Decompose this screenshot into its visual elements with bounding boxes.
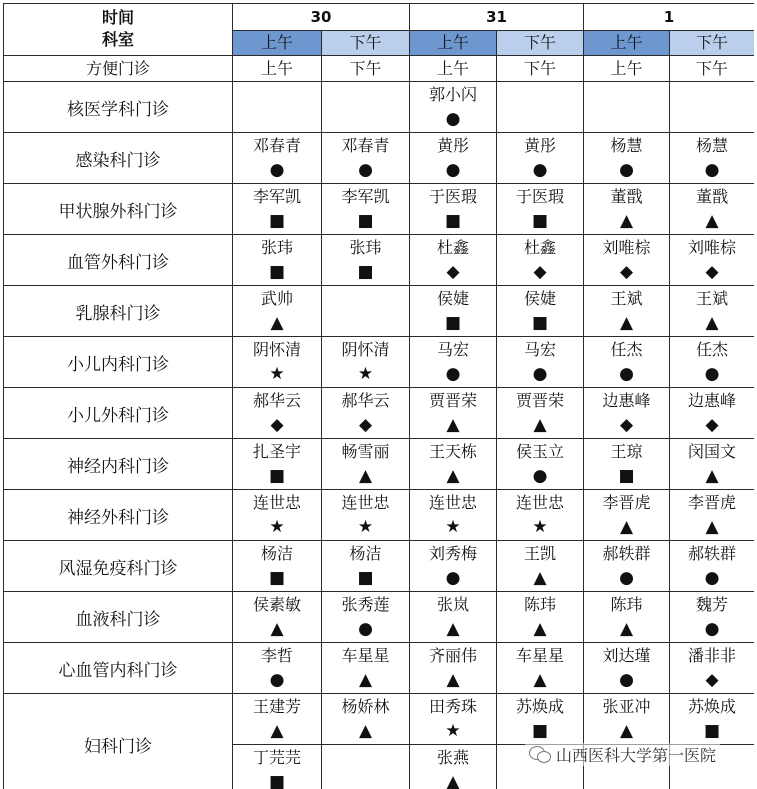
department-row — [4, 82, 755, 133]
doctor-name: 李晋虎 — [687, 493, 736, 512]
doctor-name: 边惠峰 — [602, 391, 651, 410]
doctor-cell — [497, 592, 584, 643]
doctor-name: 丁芫芫 — [252, 748, 301, 767]
doctor-cell — [670, 541, 755, 592]
watermark — [525, 743, 720, 766]
doctor-name: 齐丽伟 — [428, 646, 477, 665]
doctor-cell — [410, 133, 497, 184]
convenience-row — [4, 56, 755, 82]
doctor-name: 马宏 — [523, 340, 556, 359]
doctor-cell — [497, 490, 584, 541]
doctor-name: 杨娇林 — [341, 697, 390, 716]
clinic-symbol — [233, 108, 321, 130]
clinic-symbol — [584, 108, 669, 130]
doctor-cell — [322, 337, 410, 388]
clinic-symbol: ▲ — [270, 721, 284, 741]
doctor-cell — [322, 184, 410, 235]
doctor-name: 李军凯 — [252, 187, 301, 206]
dept-name: 核医学科门诊 — [4, 82, 233, 133]
doctor-cell — [233, 184, 322, 235]
doctor-cell — [410, 184, 497, 235]
doctor-cell — [410, 490, 497, 541]
doctor-cell — [233, 745, 322, 789]
clinic-symbol: ▲ — [705, 517, 719, 537]
dept-name: 小儿内科门诊 — [4, 337, 233, 388]
clinic-symbol: ▲ — [270, 619, 284, 639]
doctor-cell — [584, 184, 670, 235]
pm-header: 下午 — [497, 30, 584, 55]
doctor-name: 张玮 — [349, 238, 382, 257]
doctor-cell — [322, 490, 410, 541]
doctor-cell — [670, 235, 755, 286]
session-cell: 下午 — [322, 56, 410, 82]
clinic-symbol: ● — [704, 364, 720, 384]
doctor-name: 侯玉立 — [515, 442, 564, 461]
doctor-cell — [670, 643, 755, 694]
doctor-cell — [322, 439, 410, 490]
doctor-name: 车星星 — [515, 646, 564, 665]
clinic-symbol: ★ — [269, 364, 285, 384]
doctor-name: 武帅 — [260, 289, 293, 308]
clinic-symbol: ● — [445, 160, 461, 180]
clinic-symbol: ▲ — [270, 313, 284, 333]
doctor-cell — [322, 745, 410, 789]
doctor-name: 王天栋 — [428, 442, 477, 461]
clinic-symbol — [322, 312, 409, 334]
doctor-name: 任杰 — [610, 340, 643, 359]
doctor-cell — [410, 694, 497, 745]
doctor-cell — [233, 337, 322, 388]
clinic-symbol: ▲ — [533, 415, 547, 435]
doctor-name: 连世忠 — [252, 493, 301, 512]
doctor-name: 车星星 — [341, 646, 390, 665]
dept-label: 科室 — [101, 30, 134, 49]
doctor-name: 任杰 — [695, 340, 728, 359]
clinic-symbol: ▲ — [446, 772, 460, 789]
doctor-name: 郭小闪 — [428, 85, 477, 104]
doctor-cell — [322, 388, 410, 439]
doctor-name: 郝华云 — [341, 391, 390, 410]
doctor-name: 张燕 — [436, 748, 469, 767]
doctor-name: 张亚冲 — [602, 697, 651, 716]
department-row — [4, 490, 755, 541]
doctor-cell — [233, 286, 322, 337]
doctor-name: 张岚 — [436, 595, 469, 614]
clinic-symbol — [584, 771, 669, 789]
clinic-symbol: ● — [532, 466, 548, 486]
doctor-name: 张秀莲 — [341, 595, 390, 614]
doctor-name: 王凯 — [523, 544, 556, 563]
clinic-symbol: ◆ — [705, 415, 719, 435]
department-row — [4, 592, 755, 643]
doctor-name — [322, 82, 409, 108]
doctor-name: 苏焕成 — [515, 697, 564, 716]
doctor-name: 王斌 — [695, 289, 728, 308]
doctor-name: 李军凯 — [341, 187, 390, 206]
clinic-symbol: ▲ — [705, 313, 719, 333]
clinic-symbol: ▲ — [446, 670, 460, 690]
clinic-symbol: ▲ — [619, 619, 634, 639]
wechat-icon — [529, 746, 551, 764]
clinic-symbol — [497, 771, 583, 789]
corner-header — [4, 4, 233, 56]
clinic-symbol — [322, 771, 409, 789]
doctor-cell — [233, 592, 322, 643]
doctor-name: 陈玮 — [523, 595, 556, 614]
doctor-name: 侯婕 — [523, 289, 556, 308]
doctor-cell — [584, 286, 670, 337]
clinic-symbol: ▲ — [705, 466, 719, 486]
clinic-symbol: ■ — [531, 721, 549, 741]
clinic-symbol: ▲ — [446, 415, 460, 435]
doctor-cell — [670, 133, 755, 184]
doctor-name: 杨慧 — [610, 136, 643, 155]
doctor-cell — [670, 337, 755, 388]
clinic-symbol: ● — [445, 568, 461, 588]
doctor-cell — [670, 490, 755, 541]
dept-name: 神经外科门诊 — [4, 490, 233, 541]
doctor-cell — [322, 133, 410, 184]
clinic-symbol: ● — [619, 160, 634, 180]
clinic-symbol: ▲ — [358, 466, 373, 486]
doctor-cell — [322, 694, 410, 745]
doctor-name: 杜鑫 — [523, 238, 556, 257]
clinic-symbol: ● — [532, 364, 548, 384]
doctor-name: 邓春青 — [341, 136, 390, 155]
doctor-name: 扎圣宇 — [252, 442, 301, 461]
doctor-name: 魏芳 — [695, 595, 728, 614]
clinic-symbol: ▲ — [446, 466, 460, 486]
session-cell: 上午 — [410, 56, 497, 82]
doctor-name: 马宏 — [436, 340, 469, 359]
clinic-symbol: ● — [269, 160, 285, 180]
doctor-cell — [233, 439, 322, 490]
doctor-name: 连世忠 — [515, 493, 564, 512]
doctor-cell — [233, 694, 322, 745]
doctor-name: 董戬 — [610, 187, 643, 206]
doctor-cell — [497, 337, 584, 388]
doctor-name: 潘非非 — [687, 646, 736, 665]
dept-name: 血液科门诊 — [4, 592, 233, 643]
doctor-name: 杨慧 — [695, 136, 728, 155]
doctor-cell — [410, 388, 497, 439]
pm-header: 下午 — [322, 30, 410, 55]
doctor-cell — [497, 82, 584, 133]
doctor-name: 李晋虎 — [602, 493, 651, 512]
doctor-cell — [410, 592, 497, 643]
clinic-symbol: ■ — [357, 211, 374, 231]
date-header: 31 — [410, 4, 584, 31]
doctor-cell — [497, 133, 584, 184]
doctor-name: 畅雪丽 — [341, 442, 390, 461]
clinic-symbol — [322, 108, 409, 130]
doctor-cell — [410, 745, 497, 789]
clinic-symbol: ▲ — [619, 517, 634, 537]
doctor-cell — [584, 592, 670, 643]
pm-header: 下午 — [670, 30, 755, 55]
doctor-name — [322, 745, 409, 771]
department-row — [4, 694, 755, 745]
clinic-symbol — [670, 771, 754, 789]
doctor-cell — [497, 235, 584, 286]
clinic-symbol: ▲ — [358, 670, 373, 690]
dept-name: 感染科门诊 — [4, 133, 233, 184]
clinic-symbol: ▲ — [533, 568, 547, 588]
doctor-cell — [584, 235, 670, 286]
doctor-name — [497, 82, 583, 108]
doctor-name: 苏焕成 — [687, 697, 736, 716]
doctor-name: 贾晋荣 — [428, 391, 477, 410]
doctor-cell — [497, 541, 584, 592]
clinic-symbol: ▲ — [705, 211, 719, 231]
dept-name: 甲状腺外科门诊 — [4, 184, 233, 235]
clinic-symbol: ■ — [531, 211, 549, 231]
doctor-name: 陈玮 — [610, 595, 643, 614]
doctor-name: 闵国文 — [687, 442, 736, 461]
doctor-cell — [322, 643, 410, 694]
doctor-cell — [584, 694, 670, 745]
doctor-name: 杨洁 — [349, 544, 382, 563]
clinic-symbol: ◆ — [358, 415, 373, 435]
doctor-cell — [670, 694, 755, 745]
clinic-symbol: ● — [358, 619, 373, 639]
doctor-name: 杜鑫 — [436, 238, 469, 257]
clinic-symbol: ■ — [357, 568, 374, 588]
time-label: 时间 — [101, 8, 134, 27]
doctor-cell — [584, 388, 670, 439]
dept-name: 妇科门诊 — [4, 694, 233, 789]
session-cell: 上午 — [233, 56, 322, 82]
doctor-name — [322, 286, 409, 312]
am-header: 上午 — [584, 30, 670, 55]
department-row — [4, 388, 755, 439]
doctor-cell — [322, 82, 410, 133]
doctor-cell — [670, 184, 755, 235]
doctor-cell — [670, 286, 755, 337]
clinic-symbol: ● — [619, 568, 634, 588]
doctor-cell — [670, 82, 755, 133]
clinic-symbol: ● — [704, 619, 720, 639]
doctor-cell — [322, 592, 410, 643]
doctor-name: 连世忠 — [428, 493, 477, 512]
doctor-cell — [410, 439, 497, 490]
clinic-symbol: ■ — [703, 721, 721, 741]
doctor-name: 郝轶群 — [687, 544, 736, 563]
doctor-name: 刘唯棕 — [602, 238, 651, 257]
clinic-symbol: ★ — [357, 517, 374, 537]
doctor-name — [670, 82, 754, 108]
clinic-symbol: ★ — [269, 517, 285, 537]
department-row — [4, 133, 755, 184]
clinic-symbol: ■ — [268, 211, 286, 231]
doctor-name: 黄彤 — [436, 136, 469, 155]
doctor-cell — [584, 541, 670, 592]
clinic-symbol: ■ — [444, 313, 462, 333]
clinic-symbol: ■ — [268, 466, 286, 486]
clinic-symbol: ■ — [357, 262, 374, 282]
session-cell: 下午 — [497, 56, 584, 82]
clinic-symbol: ● — [704, 568, 720, 588]
doctor-name: 黄彤 — [523, 136, 556, 155]
doctor-cell — [410, 541, 497, 592]
clinic-symbol: ◆ — [270, 415, 284, 435]
doctor-name: 刘达瑾 — [602, 646, 651, 665]
doctor-name: 张玮 — [260, 238, 293, 257]
doctor-cell — [233, 388, 322, 439]
doctor-cell — [497, 643, 584, 694]
doctor-name: 阴怀清 — [252, 340, 301, 359]
clinic-symbol: ● — [704, 160, 720, 180]
doctor-cell — [584, 337, 670, 388]
doctor-name: 边惠峰 — [687, 391, 736, 410]
doctor-cell — [584, 643, 670, 694]
clinic-symbol: ● — [619, 670, 634, 690]
clinic-symbol — [670, 108, 754, 130]
department-row — [4, 439, 755, 490]
dept-name: 心血管内科门诊 — [4, 643, 233, 694]
doctor-cell — [410, 337, 497, 388]
doctor-name — [584, 82, 669, 108]
doctor-cell — [497, 388, 584, 439]
clinic-symbol: ● — [358, 160, 373, 180]
doctor-cell — [670, 592, 755, 643]
dept-name: 血管外科门诊 — [4, 235, 233, 286]
department-row — [4, 286, 755, 337]
clinic-symbol: ● — [445, 109, 461, 129]
dept-name: 小儿外科门诊 — [4, 388, 233, 439]
clinic-schedule-table — [3, 3, 754, 789]
clinic-symbol: ▲ — [619, 721, 634, 741]
doctor-name: 侯婕 — [436, 289, 469, 308]
date-header: 1 — [584, 4, 755, 31]
doctor-cell — [322, 541, 410, 592]
clinic-symbol: ★ — [445, 721, 461, 741]
clinic-symbol: ◆ — [619, 262, 634, 282]
session-cell: 上午 — [584, 56, 670, 82]
dept-name: 风湿免疫科门诊 — [4, 541, 233, 592]
doctor-name: 邓春青 — [252, 136, 301, 155]
doctor-cell — [497, 184, 584, 235]
doctor-cell — [233, 541, 322, 592]
clinic-symbol: ● — [532, 160, 548, 180]
doctor-cell — [322, 235, 410, 286]
doctor-cell — [584, 133, 670, 184]
am-header: 上午 — [410, 30, 497, 55]
doctor-cell — [497, 286, 584, 337]
watermark-text: 山西医科大学第一医院 — [556, 746, 717, 765]
clinic-symbol: ● — [619, 364, 634, 384]
clinic-symbol: ● — [445, 364, 461, 384]
clinic-symbol: ■ — [268, 262, 286, 282]
doctor-cell — [497, 439, 584, 490]
doctor-cell — [410, 235, 497, 286]
session-cell: 下午 — [670, 56, 755, 82]
department-row — [4, 337, 755, 388]
clinic-symbol: ■ — [531, 313, 549, 333]
doctor-cell — [670, 439, 755, 490]
clinic-symbol: ■ — [444, 211, 462, 231]
clinic-symbol — [497, 108, 583, 130]
clinic-symbol: ★ — [532, 517, 548, 537]
doctor-cell — [670, 388, 755, 439]
doctor-cell — [233, 235, 322, 286]
department-row — [4, 235, 755, 286]
dept-name: 乳腺科门诊 — [4, 286, 233, 337]
am-header: 上午 — [233, 30, 322, 55]
doctor-cell — [233, 490, 322, 541]
doctor-cell — [584, 82, 670, 133]
clinic-symbol: ◆ — [619, 415, 634, 435]
date-header: 30 — [233, 4, 410, 31]
doctor-name: 郝轶群 — [602, 544, 651, 563]
doctor-cell — [410, 286, 497, 337]
doctor-name: 贾晋荣 — [515, 391, 564, 410]
clinic-symbol: ★ — [445, 517, 461, 537]
clinic-symbol: ◆ — [705, 262, 719, 282]
clinic-symbol: ▲ — [446, 619, 460, 639]
department-row — [4, 643, 755, 694]
clinic-symbol: ▲ — [619, 211, 634, 231]
doctor-cell — [410, 643, 497, 694]
doctor-name: 于医瑕 — [428, 187, 477, 206]
doctor-cell — [233, 133, 322, 184]
doctor-name: 侯素敏 — [252, 595, 301, 614]
doctor-name: 阴怀清 — [341, 340, 390, 359]
doctor-cell — [233, 643, 322, 694]
clinic-symbol: ▲ — [619, 313, 634, 333]
clinic-symbol: ■ — [268, 772, 286, 789]
doctor-name: 王琼 — [610, 442, 643, 461]
clinic-symbol: ▲ — [533, 670, 547, 690]
doctor-name: 杨洁 — [260, 544, 293, 563]
doctor-cell — [322, 286, 410, 337]
department-row — [4, 184, 755, 235]
doctor-cell — [497, 694, 584, 745]
dept-name: 神经内科门诊 — [4, 439, 233, 490]
doctor-name: 王斌 — [610, 289, 643, 308]
doctor-name — [233, 82, 321, 108]
clinic-symbol: ● — [269, 670, 285, 690]
clinic-symbol: ★ — [357, 364, 374, 384]
schedule-sheet — [3, 3, 754, 789]
clinic-symbol: ▲ — [358, 721, 373, 741]
doctor-cell — [584, 490, 670, 541]
doctor-name: 刘秀梅 — [428, 544, 477, 563]
clinic-symbol: ◆ — [705, 670, 719, 690]
clinic-symbol: ◆ — [533, 262, 547, 282]
clinic-symbol: ■ — [618, 466, 635, 486]
clinic-symbol: ◆ — [446, 262, 460, 282]
doctor-name: 董戬 — [695, 187, 728, 206]
doctor-name: 田秀珠 — [428, 697, 477, 716]
doctor-name: 连世忠 — [341, 493, 390, 512]
dept-name: 方便门诊 — [4, 56, 233, 82]
department-row — [4, 541, 755, 592]
doctor-cell — [233, 82, 322, 133]
doctor-cell — [410, 82, 497, 133]
doctor-name: 王建芳 — [252, 697, 301, 716]
doctor-name: 郝华云 — [252, 391, 301, 410]
clinic-symbol: ■ — [268, 568, 286, 588]
doctor-name: 刘唯棕 — [687, 238, 736, 257]
clinic-symbol: ▲ — [533, 619, 547, 639]
doctor-cell — [584, 439, 670, 490]
doctor-name: 李哲 — [260, 646, 293, 665]
doctor-name: 于医瑕 — [515, 187, 564, 206]
